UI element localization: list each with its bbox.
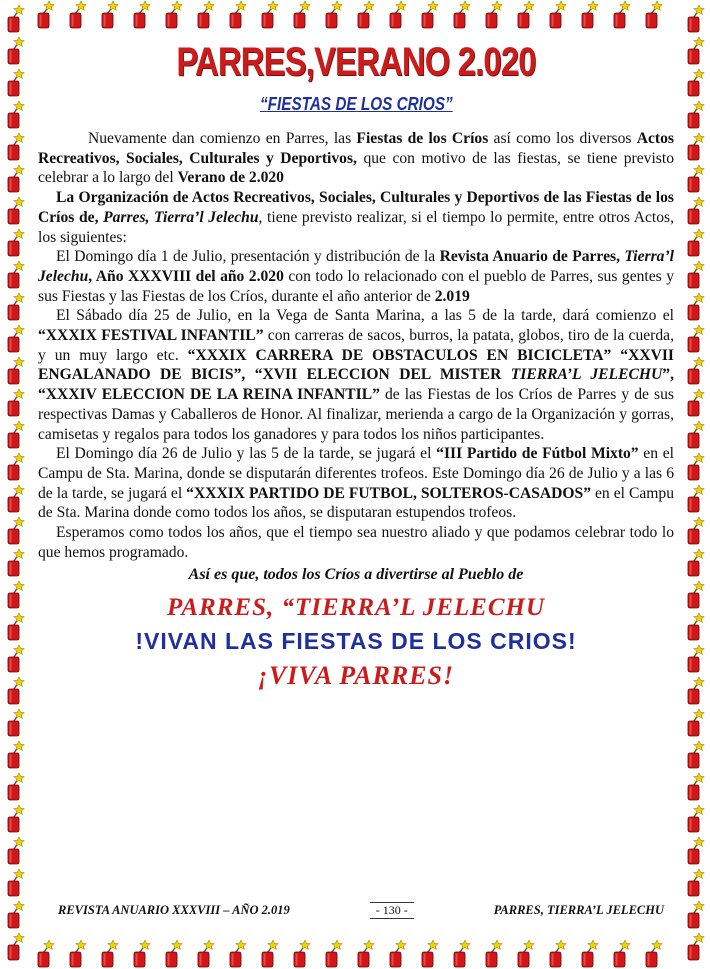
firecracker-icon bbox=[130, 939, 152, 969]
headline-viva-parres: ¡VIVA PARRES! bbox=[257, 661, 455, 691]
paragraph-text: con todo lo relacionado con el pueblo de Parres, sus gentes y sus Fiestas y las Fiestas de los Críos, durante el año anterior de bbox=[38, 267, 674, 305]
firecracker-icon bbox=[4, 260, 26, 290]
firecracker-icon bbox=[4, 516, 26, 546]
firecracker-icon bbox=[4, 196, 26, 226]
firecracker-icon bbox=[684, 868, 706, 898]
footer-magazine: REVISTA ANUARIO XXXVIII – AÑO 2.019 bbox=[58, 903, 290, 917]
firecracker-icon bbox=[4, 100, 26, 130]
firecracker-border-left bbox=[0, 0, 30, 969]
page-subtitle bbox=[38, 94, 674, 115]
firecracker-icon bbox=[684, 356, 706, 386]
paragraph-text: Fiestas de los Críos bbox=[356, 130, 489, 147]
paragraph-text: , tiene previsto realizar, si el tiempo lo permite, entre otros Actos, los siguientes: bbox=[38, 208, 674, 246]
firecracker-icon bbox=[4, 68, 26, 98]
firecracker-border-right bbox=[680, 0, 710, 969]
paragraph-text: en el Campu de Sta. Marina donde como todos los años, se disputaran estupendos trofeos. bbox=[38, 484, 674, 522]
headline-parres: PARRES, “TIERRA’L JELECHU bbox=[166, 594, 546, 622]
firecracker-icon bbox=[684, 420, 706, 450]
firecracker-icon bbox=[194, 0, 216, 30]
paragraph-text: Tierra’l Jelechu bbox=[38, 248, 674, 285]
paragraph bbox=[38, 247, 674, 306]
paragraph-text: “XXXIX PARTIDO DE FUTBOL, SOLTEROS-CASADOS” bbox=[186, 484, 592, 502]
paragraph-text: que con motivo de las fiestas, se tiene previsto celebrar a lo largo del bbox=[38, 149, 674, 187]
firecracker-icon bbox=[290, 939, 312, 969]
paragraph-text: El Domingo día 1 de Julio, presentación y distribución de la bbox=[56, 248, 440, 266]
firecracker-icon bbox=[98, 939, 120, 969]
firecracker-icon bbox=[684, 228, 706, 258]
firecracker-icon bbox=[578, 0, 600, 30]
announcement-body bbox=[38, 129, 674, 562]
firecracker-border-bottom bbox=[0, 939, 710, 969]
firecracker-icon bbox=[684, 100, 706, 130]
paragraph-text: , Año XXXVIII del año 2.020 bbox=[88, 267, 284, 285]
firecracker-icon bbox=[684, 548, 706, 578]
firecracker-icon bbox=[354, 0, 376, 30]
firecracker-icon bbox=[4, 644, 26, 674]
firecracker-icon bbox=[258, 0, 280, 30]
firecracker-icon bbox=[546, 939, 568, 969]
paragraph-text: Nuevamente dan comienzo en Parres, las bbox=[88, 130, 357, 147]
firecracker-icon bbox=[66, 0, 88, 30]
firecracker-icon bbox=[4, 740, 26, 770]
firecracker-icon bbox=[4, 900, 26, 930]
firecracker-icon bbox=[4, 36, 26, 66]
paragraph bbox=[38, 306, 674, 444]
paragraph bbox=[38, 444, 674, 523]
firecracker-icon bbox=[684, 516, 706, 546]
firecracker-icon bbox=[578, 939, 600, 969]
firecracker-icon bbox=[684, 580, 706, 610]
firecracker-icon bbox=[514, 939, 536, 969]
firecracker-icon bbox=[684, 676, 706, 706]
firecracker-icon bbox=[684, 292, 706, 322]
paragraph-text: en el Campu de Sta. Marina, donde se disputarán diferentes trofeos. Este Domingo día 26 de Julio y a las 6 de la tarde, se jugará el bbox=[38, 445, 674, 502]
paragraph-text: “III Partido de Fútbol Mixto” bbox=[436, 445, 639, 463]
firecracker-icon bbox=[684, 388, 706, 418]
paragraph-text: con carreras de sacos, burros, la patata, globos, tiro de la cuerda, y un muy largo etc. bbox=[38, 327, 674, 364]
firecracker-icon bbox=[386, 939, 408, 969]
page-content bbox=[38, 40, 674, 930]
firecracker-icon bbox=[684, 484, 706, 514]
firecracker-icon bbox=[684, 644, 706, 674]
firecracker-icon bbox=[4, 868, 26, 898]
firecracker-icon bbox=[4, 580, 26, 610]
firecracker-icon bbox=[354, 939, 376, 969]
closing-line: Así es que, todos los Críos a divertirse al Pueblo de bbox=[188, 566, 524, 584]
paragraph-text: Parres, Tierra’l Jelechu bbox=[103, 208, 259, 226]
firecracker-icon bbox=[322, 939, 344, 969]
firecracker-icon bbox=[4, 228, 26, 258]
firecracker-icon bbox=[610, 0, 632, 30]
paragraph bbox=[38, 188, 674, 247]
firecracker-icon bbox=[684, 772, 706, 802]
firecracker-icon bbox=[684, 132, 706, 162]
page-title: PARRES,VERANO 2.020 bbox=[176, 40, 536, 84]
paragraph-text: Actos Recreativos, Sociales, Culturales y Deportivos, bbox=[38, 130, 674, 167]
firecracker-icon bbox=[34, 0, 56, 30]
firecracker-border-top bbox=[0, 0, 710, 30]
firecracker-icon bbox=[4, 420, 26, 450]
firecracker-icon bbox=[98, 0, 120, 30]
footer-town: PARRES, TIERRA’L JELECHU bbox=[493, 903, 664, 917]
firecracker-icon bbox=[684, 36, 706, 66]
firecracker-icon bbox=[4, 388, 26, 418]
paragraph bbox=[38, 129, 674, 188]
firecracker-icon bbox=[684, 708, 706, 738]
firecracker-icon bbox=[684, 164, 706, 194]
firecracker-icon bbox=[4, 484, 26, 514]
firecracker-icon bbox=[4, 292, 26, 322]
paragraph-text: ”, “XXXIV ELECCION DE LA REINA INFANTIL” bbox=[38, 366, 674, 404]
firecracker-icon bbox=[418, 939, 440, 969]
firecracker-icon bbox=[4, 548, 26, 578]
firecracker-icon bbox=[66, 939, 88, 969]
paragraph-text: “XXXIX FESTIVAL INFANTIL” bbox=[38, 327, 264, 345]
firecracker-icon bbox=[4, 708, 26, 738]
firecracker-icon bbox=[386, 0, 408, 30]
firecracker-icon bbox=[482, 0, 504, 30]
paragraph-text: Esperamos como todos los años, que el tiempo sea nuestro aliado y que podamos celebrar todo lo que hemos programado. bbox=[38, 524, 674, 561]
firecracker-icon bbox=[194, 939, 216, 969]
paragraph-text: El Domingo día 26 de Julio y las 5 de la tarde, se jugará el bbox=[56, 445, 437, 463]
firecracker-icon bbox=[684, 196, 706, 226]
firecracker-icon bbox=[684, 804, 706, 834]
paragraph-text: así como los diversos bbox=[488, 130, 637, 147]
firecracker-icon bbox=[450, 0, 472, 30]
headline-vivan-fiestas: !VIVAN LAS FIESTAS DE LOS CRIOS! bbox=[135, 628, 577, 655]
firecracker-icon bbox=[514, 0, 536, 30]
paragraph-text: 2.019 bbox=[434, 287, 470, 305]
firecracker-icon bbox=[684, 740, 706, 770]
page-footer bbox=[58, 902, 664, 919]
subtitle-text: “FIESTAS DE LOS CRIOS” bbox=[259, 94, 453, 114]
paragraph-text: de las Fiestas de los Críos de Parres y de sus respectivas Damas y Caballeros de Honor. Al finalizar, merienda a cargo de la Organización y gorras, camisetas y regalos para todos los ganadores y para todos los niños participantes. bbox=[38, 386, 674, 443]
firecracker-icon bbox=[4, 676, 26, 706]
firecracker-icon bbox=[290, 0, 312, 30]
firecracker-icon bbox=[4, 612, 26, 642]
firecracker-icon bbox=[226, 0, 248, 30]
firecracker-icon bbox=[610, 939, 632, 969]
firecracker-icon bbox=[4, 804, 26, 834]
firecracker-icon bbox=[482, 939, 504, 969]
paragraph-text: “XXXIX CARRERA DE OBSTACULOS EN BICICLETA” “XXVII ENGALANADO DE BICIS”, “XVII ELECCION DEL MISTER bbox=[38, 346, 674, 384]
firecracker-icon bbox=[162, 0, 184, 30]
firecracker-icon bbox=[684, 260, 706, 290]
firecracker-icon bbox=[684, 836, 706, 866]
firecracker-icon bbox=[418, 0, 440, 30]
firecracker-icon bbox=[450, 939, 472, 969]
firecracker-icon bbox=[162, 939, 184, 969]
firecracker-icon bbox=[684, 324, 706, 354]
paragraph-text: Verano de 2.020 bbox=[177, 169, 284, 187]
firecracker-icon bbox=[546, 0, 568, 30]
paragraph-text: La Organización de Actos Recreativos, Sociales, Culturales y Deportivos de las Fiestas de los Críos de, bbox=[38, 189, 674, 226]
firecracker-icon bbox=[4, 324, 26, 354]
paragraph bbox=[38, 523, 674, 562]
firecracker-icon bbox=[322, 0, 344, 30]
firecracker-icon bbox=[258, 939, 280, 969]
firecracker-icon bbox=[4, 132, 26, 162]
firecracker-icon bbox=[642, 939, 664, 969]
firecracker-icon bbox=[4, 772, 26, 802]
firecracker-icon bbox=[34, 939, 56, 969]
firecracker-icon bbox=[4, 836, 26, 866]
firecracker-icon bbox=[4, 356, 26, 386]
firecracker-icon bbox=[130, 0, 152, 30]
firecracker-icon bbox=[4, 164, 26, 194]
firecracker-icon bbox=[684, 452, 706, 482]
firecracker-icon bbox=[226, 939, 248, 969]
paragraph-text: TIERRA’L JELECHU bbox=[510, 366, 663, 384]
firecracker-icon bbox=[642, 0, 664, 30]
firecracker-icon bbox=[4, 452, 26, 482]
firecracker-icon bbox=[684, 612, 706, 642]
page-number: - 130 - bbox=[370, 902, 414, 919]
firecracker-icon bbox=[684, 68, 706, 98]
firecracker-icon bbox=[684, 900, 706, 930]
paragraph-text: Revista Anuario de Parres, bbox=[439, 248, 625, 266]
paragraph-text: El Sábado día 25 de Julio, en la Vega de Santa Marina, a las 5 de la tarde, dará comienzo el bbox=[56, 307, 674, 325]
